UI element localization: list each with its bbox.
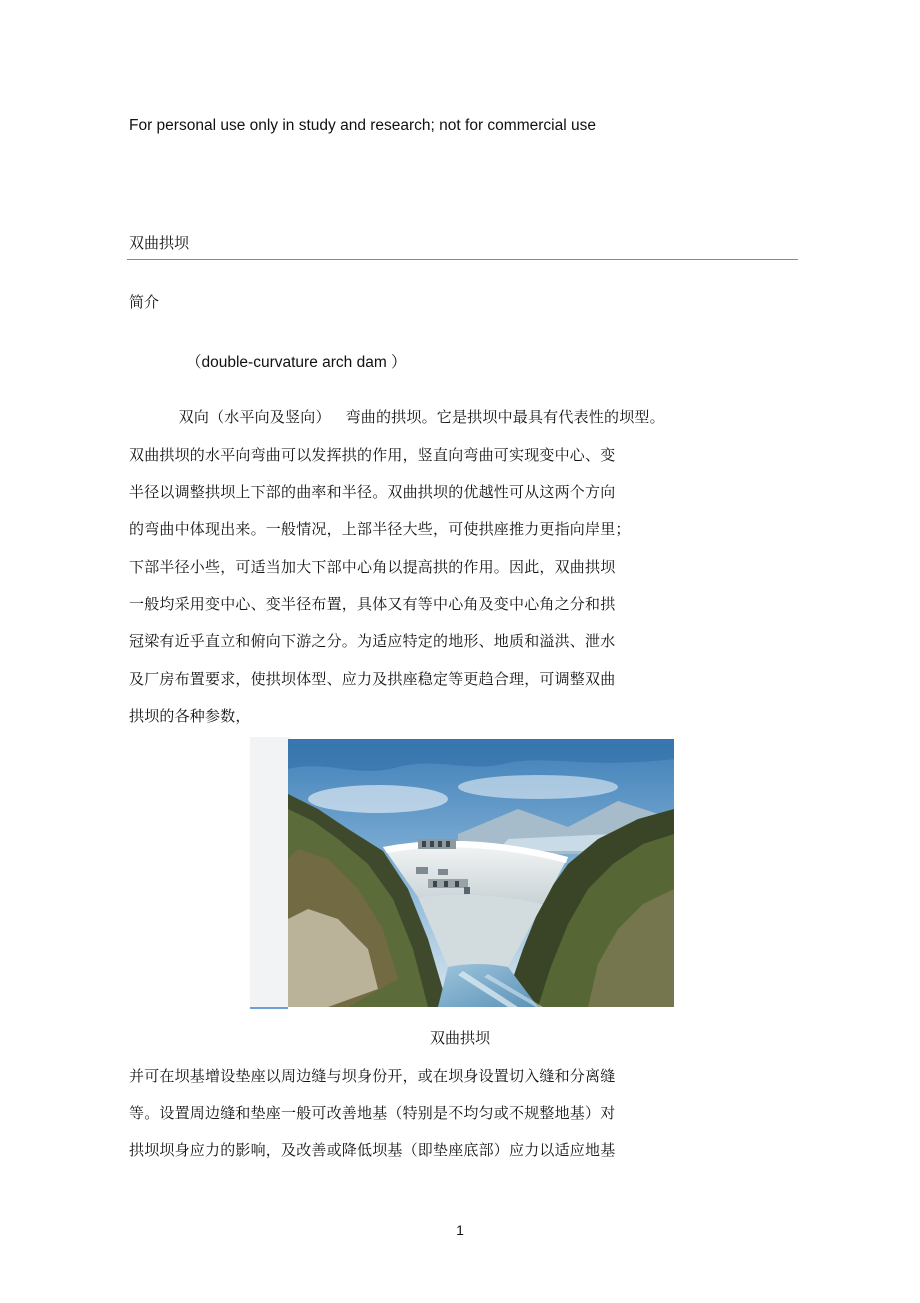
english-term: （double-curvature arch dam ） — [186, 354, 407, 371]
figure-frame — [250, 737, 290, 1007]
paragraph-line: 下部半径小些，可适当加大下部中心角以提高拱的作用。因此，双曲拱坝 — [129, 558, 616, 576]
paragraph-line: 并可在坝基增设垫座以周边缝与坝身份开，或在坝身设置切入缝和分离缝 — [129, 1067, 616, 1085]
paragraph-line: 拱坝的各种参数， — [129, 707, 251, 725]
figure-underline — [250, 1007, 288, 1009]
paragraph-line: 的弯曲中体现出来。一般情况，上部半径大些，可使拱座推力更指向岸里； — [129, 520, 631, 538]
usage-notice: For personal use only in study and research; not for commercial use — [129, 117, 596, 134]
figure-caption: 双曲拱坝 — [429, 1029, 490, 1047]
paragraph-line: 半径以调整拱坝上下部的曲率和半径。双曲拱坝的优越性可从这两个方向 — [129, 483, 616, 501]
page-number: 1 — [456, 1222, 464, 1238]
paragraph-line: 拱坝坝身应力的影响，及改善或降低坝基（即垫座底部）应力以适应地基 — [129, 1141, 616, 1159]
dam-figure — [250, 737, 674, 1009]
arch-dam-painting — [288, 739, 674, 1007]
title-divider — [127, 259, 798, 260]
paragraph-line: 冠梁有近乎直立和俯向下游之分。为适应特定的地形、地质和溢洪、泄水 — [129, 632, 616, 650]
section-heading: 简介 — [129, 293, 160, 311]
paragraph-line: 一般均采用变中心、变半径布置，具体又有等中心角及变中心角之分和拱 — [129, 595, 616, 613]
paragraph-line: 及厂房布置要求，使拱坝体型、应力及拱座稳定等更趋合理，可调整双曲 — [129, 670, 616, 688]
paragraph-line: 双向（水平向及竖向） 弯曲的拱坝。它是拱坝中最具有代表性的坝型。 — [129, 408, 665, 426]
document-title: 双曲拱坝 — [129, 234, 190, 252]
paragraph-line: 双曲拱坝的水平向弯曲可以发挥拱的作用，竖直向弯曲可实现变中心、变 — [129, 446, 616, 464]
paragraph-line: 等。设置周边缝和垫座一般可改善地基（特别是不均匀或不规整地基）对 — [129, 1104, 616, 1122]
